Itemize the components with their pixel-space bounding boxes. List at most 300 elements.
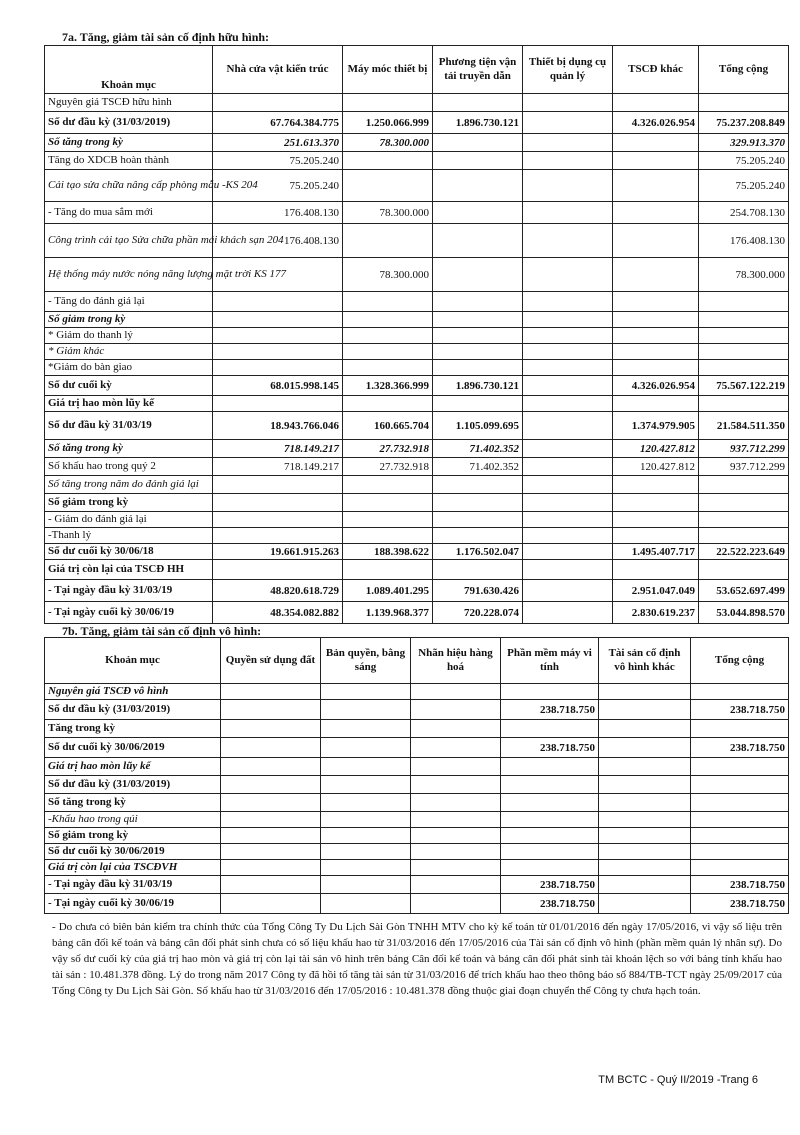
value-cell	[599, 738, 691, 758]
value-cell	[523, 602, 613, 624]
value-cell: 1.139.968.377	[343, 602, 433, 624]
value-cell	[213, 396, 343, 412]
value-cell	[213, 494, 343, 512]
table-header-row	[45, 638, 789, 684]
value-cell	[613, 224, 699, 258]
value-cell: 1.250.066.999	[343, 112, 433, 134]
value-cell	[691, 794, 789, 812]
table-row	[45, 738, 789, 758]
value-cell	[221, 700, 321, 720]
value-cell	[433, 224, 523, 258]
value-cell: 78.300.000	[343, 134, 433, 152]
value-cell: 718.149.217	[213, 458, 343, 476]
value-cell	[599, 860, 691, 876]
value-cell	[221, 794, 321, 812]
table-row	[45, 828, 789, 844]
row-label: Số tăng trong năm do đánh giá lại	[45, 476, 213, 494]
table-row	[45, 202, 789, 224]
value-cell	[523, 494, 613, 512]
value-cell	[411, 844, 501, 860]
col-header-office-equipment: Thiết bị dụng cụ quản lý	[523, 46, 613, 94]
table-row	[45, 776, 789, 794]
value-cell	[523, 528, 613, 544]
value-cell	[613, 328, 699, 344]
value-cell	[343, 312, 433, 328]
row-label: Số tăng trong kỳ	[45, 440, 213, 458]
section-b-title: 7b. Tăng, giảm tài sản cố định vô hình:	[62, 624, 262, 638]
value-cell	[699, 328, 789, 344]
row-label: Giá trị còn lại của TSCĐ HH	[45, 560, 213, 580]
row-label: Cải tạo sửa chữa nâng cấp phòng mẫu -KS 204	[45, 170, 213, 202]
value-cell	[433, 312, 523, 328]
table-row	[45, 412, 789, 440]
col-header-machinery: Máy móc thiết bị	[343, 46, 433, 94]
value-cell	[321, 738, 411, 758]
value-cell: 238.718.750	[691, 738, 789, 758]
row-label: -Khấu hao trong qúi	[45, 812, 221, 828]
value-cell: 75.205.240	[699, 152, 789, 170]
value-cell: 1.176.502.047	[433, 544, 523, 560]
value-cell: 75.205.240	[699, 170, 789, 202]
value-cell	[321, 684, 411, 700]
table-row	[45, 396, 789, 412]
value-cell	[321, 758, 411, 776]
value-cell	[523, 440, 613, 458]
row-label: - Tại ngày cuối kỳ 30/06/19	[45, 894, 221, 914]
value-cell	[411, 684, 501, 700]
value-cell	[411, 860, 501, 876]
value-cell	[613, 344, 699, 360]
value-cell	[411, 894, 501, 914]
value-cell	[343, 396, 433, 412]
value-cell	[411, 794, 501, 812]
row-label: Số dư đầu kỳ (31/03/2019)	[45, 700, 221, 720]
value-cell	[523, 458, 613, 476]
col-header-trademarks: Nhãn hiệu hàng hoá	[411, 638, 501, 684]
value-cell	[699, 344, 789, 360]
value-cell	[213, 312, 343, 328]
table-row	[45, 512, 789, 528]
value-cell: 1.089.401.295	[343, 580, 433, 602]
value-cell: 254.708.130	[699, 202, 789, 224]
value-cell	[523, 224, 613, 258]
table-row	[45, 580, 789, 602]
value-cell: 720.228.074	[433, 602, 523, 624]
value-cell	[433, 328, 523, 344]
value-cell	[523, 344, 613, 360]
value-cell	[613, 94, 699, 112]
value-cell: 71.402.352	[433, 440, 523, 458]
value-cell	[411, 876, 501, 894]
tangible-assets-table	[44, 45, 789, 624]
row-label: Tăng trong kỳ	[45, 720, 221, 738]
value-cell	[433, 512, 523, 528]
value-cell: 238.718.750	[501, 700, 599, 720]
value-cell: 2.951.047.049	[613, 580, 699, 602]
table-row	[45, 134, 789, 152]
value-cell	[411, 776, 501, 794]
value-cell	[411, 812, 501, 828]
value-cell	[221, 720, 321, 738]
value-cell	[213, 344, 343, 360]
value-cell	[221, 828, 321, 844]
col-header-item: Khoản mục	[45, 46, 213, 94]
value-cell	[523, 202, 613, 224]
value-cell: 238.718.750	[501, 894, 599, 914]
value-cell: 75.205.240	[213, 152, 343, 170]
value-cell	[343, 512, 433, 528]
value-cell	[321, 894, 411, 914]
row-label: Số tăng trong kỳ	[45, 134, 213, 152]
value-cell	[213, 528, 343, 544]
col-header-other-assets: TSCĐ khác	[613, 46, 699, 94]
value-cell: 75.205.240	[213, 170, 343, 202]
value-cell: 120.427.812	[613, 440, 699, 458]
col-header-copyrights: Bản quyền, bằng sáng	[321, 638, 411, 684]
value-cell	[613, 528, 699, 544]
value-cell	[321, 828, 411, 844]
value-cell: 27.732.918	[343, 440, 433, 458]
value-cell	[343, 344, 433, 360]
section-a-title: 7a. Tăng, giảm tài sản cố định hữu hình:	[62, 30, 270, 44]
value-cell	[411, 720, 501, 738]
row-label: Số dư cuối kỳ 30/06/18	[45, 544, 213, 560]
value-cell	[523, 94, 613, 112]
value-cell: 718.149.217	[213, 440, 343, 458]
table-row	[45, 602, 789, 624]
table-row	[45, 360, 789, 376]
value-cell: 937.712.299	[699, 440, 789, 458]
value-cell	[613, 560, 699, 580]
value-cell	[321, 720, 411, 738]
value-cell	[221, 894, 321, 914]
row-label: Số dư đầu kỳ (31/03/2019)	[45, 776, 221, 794]
value-cell	[321, 876, 411, 894]
row-label: Hệ thống máy nước nóng năng lượng mặt trời KS 177	[45, 258, 213, 292]
value-cell	[433, 528, 523, 544]
table-row	[45, 112, 789, 134]
value-cell	[433, 134, 523, 152]
table-row	[45, 812, 789, 828]
value-cell	[691, 844, 789, 860]
value-cell	[221, 876, 321, 894]
value-cell	[321, 776, 411, 794]
value-cell: 48.820.618.729	[213, 580, 343, 602]
value-cell	[501, 684, 599, 700]
value-cell	[691, 720, 789, 738]
value-cell	[221, 758, 321, 776]
table-row	[45, 528, 789, 544]
value-cell	[523, 360, 613, 376]
value-cell	[411, 700, 501, 720]
value-cell	[599, 758, 691, 776]
value-cell	[411, 738, 501, 758]
value-cell: 75.237.208.849	[699, 112, 789, 134]
row-label: - Tăng do đánh giá lại	[45, 292, 213, 312]
value-cell	[699, 360, 789, 376]
value-cell	[691, 860, 789, 876]
value-cell	[691, 776, 789, 794]
table-row	[45, 440, 789, 458]
value-cell	[613, 476, 699, 494]
value-cell	[613, 494, 699, 512]
value-cell	[691, 758, 789, 776]
value-cell: 71.402.352	[433, 458, 523, 476]
value-cell	[213, 292, 343, 312]
row-label: Giá trị hao mòn lũy kế	[45, 758, 221, 776]
value-cell: 68.015.998.145	[213, 376, 343, 396]
value-cell	[343, 328, 433, 344]
value-cell	[213, 560, 343, 580]
value-cell: 1.495.407.717	[613, 544, 699, 560]
value-cell	[501, 794, 599, 812]
row-label: Nguyên giá TSCĐ vô hình	[45, 684, 221, 700]
value-cell	[613, 170, 699, 202]
value-cell	[699, 292, 789, 312]
value-cell	[321, 700, 411, 720]
value-cell	[523, 112, 613, 134]
row-label: - Tăng do mua sắm mới	[45, 202, 213, 224]
value-cell	[699, 560, 789, 580]
value-cell	[343, 170, 433, 202]
value-cell	[213, 328, 343, 344]
value-cell	[691, 812, 789, 828]
value-cell: 4.326.026.954	[613, 112, 699, 134]
table-row	[45, 700, 789, 720]
value-cell: 238.718.750	[691, 894, 789, 914]
value-cell: 238.718.750	[501, 876, 599, 894]
table-row	[45, 476, 789, 494]
row-label: Số dư cuối kỳ 30/06/2019	[45, 844, 221, 860]
value-cell	[691, 684, 789, 700]
value-cell	[343, 528, 433, 544]
value-cell: 160.665.704	[343, 412, 433, 440]
value-cell: 188.398.622	[343, 544, 433, 560]
table-row	[45, 458, 789, 476]
col-header-vehicles: Phương tiện vận tải truyền dẫn	[433, 46, 523, 94]
value-cell	[321, 844, 411, 860]
value-cell	[613, 512, 699, 528]
value-cell: 2.830.619.237	[613, 602, 699, 624]
value-cell	[523, 328, 613, 344]
table-row	[45, 94, 789, 112]
value-cell: 937.712.299	[699, 458, 789, 476]
row-label: * Giảm do thanh lý	[45, 328, 213, 344]
value-cell	[213, 360, 343, 376]
value-cell	[501, 776, 599, 794]
value-cell	[433, 258, 523, 292]
value-cell	[411, 828, 501, 844]
value-cell	[221, 860, 321, 876]
row-label: Số dư cuối kỳ 30/06/2019	[45, 738, 221, 758]
value-cell	[523, 258, 613, 292]
row-label: Số dư đầu kỳ 31/03/19	[45, 412, 213, 440]
value-cell	[613, 258, 699, 292]
row-label: Số dư cuối kỳ	[45, 376, 213, 396]
value-cell	[523, 376, 613, 396]
value-cell	[343, 152, 433, 170]
col-header-land-use-rights: Quyền sử dụng đất	[221, 638, 321, 684]
table-row	[45, 560, 789, 580]
value-cell: 329.913.370	[699, 134, 789, 152]
value-cell: 78.300.000	[343, 258, 433, 292]
value-cell	[523, 292, 613, 312]
value-cell: 238.718.750	[501, 738, 599, 758]
value-cell	[599, 720, 691, 738]
value-cell: 48.354.082.882	[213, 602, 343, 624]
table-header-row	[45, 46, 789, 94]
value-cell	[599, 844, 691, 860]
value-cell	[501, 758, 599, 776]
table-row	[45, 312, 789, 328]
value-cell	[599, 700, 691, 720]
value-cell: 238.718.750	[691, 700, 789, 720]
value-cell	[599, 794, 691, 812]
value-cell	[213, 512, 343, 528]
value-cell	[699, 476, 789, 494]
row-label: Số dư đầu kỳ (31/03/2019)	[45, 112, 213, 134]
row-label: Tăng do XDCB hoàn thành	[45, 152, 213, 170]
page-footer: TM BCTC - Quý II/2019 -Trang 6	[598, 1074, 758, 1086]
value-cell	[213, 476, 343, 494]
value-cell	[599, 894, 691, 914]
value-cell	[523, 170, 613, 202]
value-cell	[613, 202, 699, 224]
table-row	[45, 494, 789, 512]
row-label: Số giảm trong kỳ	[45, 312, 213, 328]
value-cell	[501, 828, 599, 844]
value-cell	[613, 292, 699, 312]
row-label: Giá trị hao mòn lũy kế	[45, 396, 213, 412]
col-header-item: Khoản mục	[45, 638, 221, 684]
value-cell: 176.408.130	[213, 202, 343, 224]
table-row	[45, 684, 789, 700]
value-cell	[523, 134, 613, 152]
row-label: Công trình cải tạo Sửa chữa phần mái khách sạn 204	[45, 224, 213, 258]
value-cell	[433, 476, 523, 494]
value-cell: 53.652.697.499	[699, 580, 789, 602]
value-cell	[613, 152, 699, 170]
value-cell: 21.584.511.350	[699, 412, 789, 440]
value-cell	[599, 812, 691, 828]
table-row	[45, 876, 789, 894]
table-row	[45, 860, 789, 876]
table-row	[45, 152, 789, 170]
value-cell: 75.567.122.219	[699, 376, 789, 396]
row-label: Số tăng trong kỳ	[45, 794, 221, 812]
value-cell	[221, 844, 321, 860]
row-label: Giá trị còn lại của TSCĐVH	[45, 860, 221, 876]
value-cell: 1.374.979.905	[613, 412, 699, 440]
table-row	[45, 224, 789, 258]
explanatory-note: - Do chưa có biên bản kiểm tra chính thức của Tổng Công Ty Du Lịch Sài Gòn TNHH MTV cho kỳ kế toán từ 01/01/2016 đến ngày 17/05/2016, vì vậy số liệu trên bảng cân đối kế toán và bảng cân đối phát sinh chưa có số liệu khấu hao từ 31/03/2016 đến 17/05/2016 của Tài sản cố định vô hình (phần mềm quản lý nhân sự). Do vậy số dư cuối kỳ của giá trị hao mòn và giá trị còn lại tài sản vô hình trên bảng Cân đối kế toán và bảng cân đối phát sinh tài khoản lệch so với bảng tính khấu hao tài sản : 10.481.378 đồng. Lý do trong năm 2017 Công ty đã hồi tố tăng tài sản từ 31/03/2016 để trích khấu hao theo thông báo số 884/TB-TCT ngày 25/09/2017 của Tổng Công ty Du Lịch Sài Gòn. Số khấu hao từ 31/03/2016 đến 17/05/2016 : 10.481.378 đồng thuộc giai đoạn chuyển thể Công ty chưa hạch toán.	[52, 921, 782, 997]
value-cell: 1.896.730.121	[433, 112, 523, 134]
table-row	[45, 720, 789, 738]
table-row	[45, 292, 789, 312]
value-cell	[433, 152, 523, 170]
value-cell	[523, 544, 613, 560]
col-header-buildings: Nhà cửa vật kiến trúc	[213, 46, 343, 94]
row-label: -Thanh lý	[45, 528, 213, 544]
row-label: - Tại ngày đầu kỳ 31/03/19	[45, 580, 213, 602]
row-label: - Tại ngày cuối kỳ 30/06/19	[45, 602, 213, 624]
value-cell	[523, 580, 613, 602]
value-cell	[699, 528, 789, 544]
value-cell: 1.896.730.121	[433, 376, 523, 396]
value-cell	[343, 494, 433, 512]
value-cell	[321, 860, 411, 876]
value-cell	[699, 512, 789, 528]
value-cell	[433, 494, 523, 512]
value-cell: 22.522.223.649	[699, 544, 789, 560]
value-cell	[433, 344, 523, 360]
value-cell	[523, 476, 613, 494]
table-row	[45, 328, 789, 344]
value-cell: 78.300.000	[699, 258, 789, 292]
table-row	[45, 794, 789, 812]
table-row	[45, 258, 789, 292]
value-cell	[221, 738, 321, 758]
value-cell	[613, 360, 699, 376]
value-cell: 791.630.426	[433, 580, 523, 602]
value-cell: 1.105.099.695	[433, 412, 523, 440]
value-cell	[321, 812, 411, 828]
value-cell	[613, 396, 699, 412]
row-label: * Giảm khác	[45, 344, 213, 360]
value-cell: 251.613.370	[213, 134, 343, 152]
table-row	[45, 344, 789, 360]
value-cell	[691, 828, 789, 844]
value-cell	[321, 794, 411, 812]
row-label: Số khấu hao trong quý 2	[45, 458, 213, 476]
value-cell	[343, 94, 433, 112]
row-label: - Tại ngày đầu kỳ 31/03/19	[45, 876, 221, 894]
value-cell	[343, 224, 433, 258]
value-cell	[523, 412, 613, 440]
value-cell	[501, 860, 599, 876]
value-cell	[613, 312, 699, 328]
value-cell: 18.943.766.046	[213, 412, 343, 440]
value-cell	[523, 396, 613, 412]
value-cell	[613, 134, 699, 152]
value-cell: 176.408.130	[213, 224, 343, 258]
row-label: Số giảm trong kỳ	[45, 494, 213, 512]
value-cell	[523, 560, 613, 580]
table-row	[45, 758, 789, 776]
value-cell	[221, 684, 321, 700]
value-cell	[221, 812, 321, 828]
value-cell: 4.326.026.954	[613, 376, 699, 396]
value-cell	[213, 94, 343, 112]
value-cell: 1.328.366.999	[343, 376, 433, 396]
value-cell: 120.427.812	[613, 458, 699, 476]
col-header-software: Phần mềm máy vi tính	[501, 638, 599, 684]
value-cell	[433, 94, 523, 112]
value-cell	[699, 494, 789, 512]
table-row	[45, 376, 789, 396]
row-label: Nguyên giá TSCĐ hữu hình	[45, 94, 213, 112]
row-label: - Giảm do đánh giá lại	[45, 512, 213, 528]
value-cell	[599, 776, 691, 794]
value-cell	[343, 292, 433, 312]
intangible-assets-table	[44, 637, 789, 914]
value-cell	[523, 312, 613, 328]
value-cell	[501, 812, 599, 828]
value-cell	[699, 396, 789, 412]
value-cell	[411, 758, 501, 776]
value-cell	[599, 876, 691, 894]
value-cell	[699, 312, 789, 328]
